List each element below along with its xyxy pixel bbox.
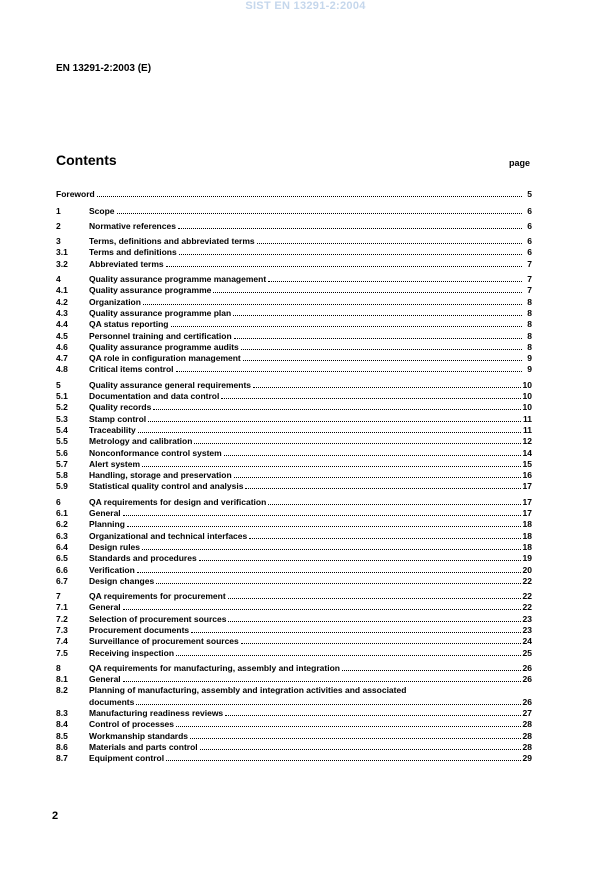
toc-entry-title-wrap <box>89 542 523 553</box>
toc-entry-title: Verification <box>89 564 135 575</box>
dot-leader <box>136 704 520 705</box>
toc-entry-page: 8 <box>527 330 532 341</box>
toc-entry[interactable] <box>56 496 532 507</box>
toc-entry-title-wrap <box>89 331 524 342</box>
toc-entry-page: 27 <box>522 708 532 719</box>
toc-entry-title: Nonconformance control system <box>89 447 222 458</box>
toc-entry-page: 18 <box>522 519 532 530</box>
toc-entry-title: Workmanship standards <box>89 730 189 741</box>
dot-leader <box>249 538 520 539</box>
toc-entry-title: Quality assurance general requirements <box>89 379 252 390</box>
toc-entry-title: Terms and definitions <box>89 247 177 258</box>
dot-leader <box>171 326 523 327</box>
dot-leader <box>191 632 520 633</box>
toc-entry-page: 8 <box>527 341 532 352</box>
toc-entry-title-wrap <box>89 636 523 647</box>
toc-entry-title: Foreword <box>56 189 95 200</box>
toc-entry-number: 8 <box>56 662 61 673</box>
toc-entry[interactable] <box>56 530 532 541</box>
toc-entry-title-wrap <box>89 565 523 576</box>
toc-entry-title: Equipment control <box>89 753 165 764</box>
toc-entry-title-wrap <box>89 364 524 375</box>
toc-entry-page: 22 <box>522 591 532 602</box>
dot-leader <box>142 466 521 467</box>
toc-entry-title: Documentation and data control <box>89 391 220 402</box>
toc-entry-page: 8 <box>527 319 532 330</box>
toc-entry[interactable] <box>56 413 532 424</box>
toc-entry-title: Surveillance of procurement sources <box>89 636 239 647</box>
toc-entry-title-wrap <box>89 481 523 492</box>
toc-entry[interactable] <box>56 696 532 707</box>
toc-entry[interactable] <box>56 685 532 696</box>
toc-entry-title-wrap <box>89 297 524 308</box>
toc-entry-title: Planning <box>89 519 125 530</box>
toc-entry-title: Abbreviated terms <box>89 258 164 269</box>
toc-entry-page: 6 <box>527 205 532 216</box>
dot-leader <box>234 338 522 339</box>
dot-leader <box>243 360 522 361</box>
toc-entry-page: 6 <box>527 220 532 231</box>
toc-entry-title-wrap <box>89 353 524 364</box>
toc-entry[interactable] <box>56 425 532 436</box>
toc-entry-number: 8.1 <box>56 674 68 685</box>
toc-entry-number: 5.8 <box>56 470 68 481</box>
dot-leader <box>199 560 521 561</box>
toc-entry-number: 6.2 <box>56 519 68 530</box>
toc-entry[interactable] <box>56 564 532 575</box>
toc-entry-title: Stamp control <box>89 413 147 424</box>
toc-entry-number: 4.8 <box>56 364 68 375</box>
toc-entry-title: Organizational and technical interfaces <box>89 530 248 541</box>
toc-section <box>56 274 532 376</box>
toc-entry-number: 8.6 <box>56 741 68 752</box>
toc-entry[interactable] <box>56 602 532 613</box>
toc-entry-page: 8 <box>527 296 532 307</box>
toc-entry[interactable] <box>56 436 532 447</box>
table-of-contents <box>56 189 532 768</box>
toc-entry-title-wrap <box>89 319 524 330</box>
toc-entry-page: 18 <box>522 530 532 541</box>
dot-leader <box>137 572 521 573</box>
toc-entry[interactable] <box>56 274 532 285</box>
toc-entry-title-wrap <box>89 247 524 258</box>
toc-entry-page: 20 <box>522 564 532 575</box>
dot-leader <box>117 213 522 214</box>
page-number: 2 <box>52 810 59 822</box>
toc-entry-number: 5.3 <box>56 413 68 424</box>
toc-entry-page: 7 <box>527 258 532 269</box>
toc-entry[interactable] <box>56 576 532 587</box>
toc-entry-title: Design changes <box>89 575 155 586</box>
toc-entry-page: 28 <box>522 730 532 741</box>
toc-entry-page: 12 <box>522 436 532 447</box>
toc-entry-title: Procurement documents <box>89 624 190 635</box>
toc-entry-title: Normative references <box>89 220 176 231</box>
toc-entry-number: 8.7 <box>56 753 68 764</box>
toc-entry-number: 6 <box>56 496 61 507</box>
dot-leader <box>194 443 520 444</box>
toc-entry[interactable] <box>56 353 532 364</box>
toc-entry[interactable] <box>56 470 532 481</box>
toc-entry[interactable] <box>56 379 532 390</box>
toc-entry-page: 6 <box>527 236 532 247</box>
toc-entry-number: 7.1 <box>56 602 68 613</box>
toc-entry-title: Organization <box>89 296 141 307</box>
toc-entry-title: Alert system <box>89 458 141 469</box>
toc-entry-page: 10 <box>522 402 532 413</box>
dot-leader <box>257 243 522 244</box>
toc-entry[interactable] <box>56 236 532 247</box>
toc-entry-page: 18 <box>522 541 532 552</box>
toc-entry-title: Manufacturing readiness reviews <box>89 708 224 719</box>
toc-entry-title-wrap <box>89 648 523 659</box>
toc-entry-number: 6.6 <box>56 564 68 575</box>
toc-entry-title: Planning of manufacturing, assembly and integration activities and associated <box>89 685 407 696</box>
dot-leader <box>166 266 522 267</box>
toc-entry-title-wrap <box>89 602 523 613</box>
toc-entry[interactable] <box>56 542 532 553</box>
dot-leader <box>176 371 522 372</box>
toc-entry[interactable] <box>56 753 532 764</box>
toc-section <box>56 236 532 270</box>
toc-entry-page: 24 <box>522 636 532 647</box>
toc-entry[interactable] <box>56 625 532 636</box>
toc-entry-number: 3.2 <box>56 258 68 269</box>
toc-entry-page: 22 <box>522 602 532 613</box>
toc-entry-number: 4 <box>56 274 61 285</box>
toc-entry-title-wrap <box>89 553 523 564</box>
toc-entry-page: 26 <box>522 674 532 685</box>
toc-entry[interactable] <box>56 591 532 602</box>
toc-entry-page: 17 <box>522 496 532 507</box>
dot-leader <box>268 504 520 505</box>
toc-entry-title-wrap <box>89 508 523 519</box>
toc-entry[interactable] <box>56 330 532 341</box>
toc-entry-title: Quality assurance programme plan <box>89 307 232 318</box>
toc-entry-title-wrap <box>89 614 523 625</box>
toc-entry-title-wrap <box>89 274 524 285</box>
toc-entry-number: 3.1 <box>56 247 68 258</box>
toc-entry-page: 17 <box>522 508 532 519</box>
dot-leader <box>123 609 521 610</box>
toc-entry-page: 10 <box>522 379 532 390</box>
toc-entry-page: 11 <box>523 413 532 424</box>
toc-entry-page: 28 <box>522 741 532 752</box>
toc-entry-title-wrap <box>89 259 524 270</box>
toc-entry-number: 8.5 <box>56 730 68 741</box>
dot-leader <box>148 421 521 422</box>
toc-section <box>56 205 532 216</box>
toc-entry[interactable] <box>56 402 532 413</box>
toc-entry-title: Statistical quality control and analysis <box>89 481 244 492</box>
toc-entry-page: 26 <box>522 662 532 673</box>
toc-entry[interactable] <box>56 247 532 258</box>
toc-entry-page: 9 <box>527 353 532 364</box>
toc-section <box>56 663 532 765</box>
toc-entry-page: 11 <box>523 424 532 435</box>
toc-entry-number: 6.7 <box>56 575 68 586</box>
toc-entry[interactable] <box>56 508 532 519</box>
dot-leader <box>123 515 521 516</box>
toc-entry-title-wrap <box>89 448 523 459</box>
toc-entry-title-wrap <box>89 625 523 636</box>
toc-entry-page: 28 <box>522 719 532 730</box>
page-column-label: page <box>509 158 531 168</box>
toc-entry[interactable] <box>56 296 532 307</box>
toc-entry[interactable] <box>56 663 532 674</box>
toc-entry-page: 23 <box>522 613 532 624</box>
toc-entry-title-wrap <box>89 674 523 685</box>
toc-entry-title: Standards and procedures <box>89 553 197 564</box>
document-id: EN 13291-2:2003 (E) <box>56 63 152 74</box>
toc-entry[interactable] <box>56 708 532 719</box>
toc-entry-page: 10 <box>522 391 532 402</box>
toc-entry[interactable] <box>56 613 532 624</box>
toc-entry[interactable] <box>56 519 532 530</box>
dot-leader <box>123 681 521 682</box>
dot-leader <box>166 760 520 761</box>
dot-leader <box>179 254 522 255</box>
toc-entry-title: QA requirements for design and verification <box>89 496 267 507</box>
dot-leader <box>190 738 520 739</box>
toc-entry-title-wrap <box>89 221 524 232</box>
toc-entry-title: Traceability <box>89 424 136 435</box>
toc-entry-title-wrap <box>89 519 523 530</box>
toc-entry-title-wrap <box>89 414 523 425</box>
dot-leader <box>213 292 522 293</box>
toc-section <box>56 379 532 492</box>
toc-entry-page: 22 <box>522 575 532 586</box>
toc-entry-title-wrap <box>89 402 523 413</box>
toc-entry-title: Materials and parts control <box>89 741 198 752</box>
toc-entry-number: 5.6 <box>56 447 68 458</box>
toc-entry-title: Terms, definitions and abbreviated terms <box>89 236 255 247</box>
dot-leader <box>233 315 522 316</box>
toc-entry-number: 4.7 <box>56 353 68 364</box>
toc-entry-number: 6.4 <box>56 541 68 552</box>
dot-leader <box>228 598 521 599</box>
toc-entry-number: 5.5 <box>56 436 68 447</box>
toc-section <box>56 189 532 200</box>
toc-entry-title: General <box>89 602 121 613</box>
toc-entry-number: 3 <box>56 236 61 247</box>
toc-entry[interactable] <box>56 459 532 470</box>
toc-entry-number: 7.4 <box>56 636 68 647</box>
toc-entry-title-wrap <box>89 708 523 719</box>
toc-entry-number: 7.3 <box>56 624 68 635</box>
dot-leader <box>342 670 521 671</box>
toc-entry[interactable] <box>56 636 532 647</box>
toc-entry-title-wrap <box>89 308 524 319</box>
toc-entry-page: 17 <box>522 481 532 492</box>
toc-entry-title: General <box>89 674 121 685</box>
toc-entry-page: 23 <box>522 624 532 635</box>
toc-entry-title-wrap <box>89 497 523 508</box>
toc-entry[interactable] <box>56 319 532 330</box>
toc-entry-number: 4.3 <box>56 307 68 318</box>
toc-entry-title: General <box>89 508 121 519</box>
dot-leader <box>225 715 520 716</box>
toc-entry-number: 7.5 <box>56 647 68 658</box>
toc-entry-title: Design rules <box>89 541 141 552</box>
toc-entry[interactable] <box>56 364 532 375</box>
dot-leader <box>228 621 520 622</box>
dot-leader <box>156 583 520 584</box>
toc-entry-page: 26 <box>522 696 532 707</box>
toc-entry-title: QA status reporting <box>89 319 169 330</box>
toc-entry-title: Receiving inspection <box>89 647 175 658</box>
toc-entry-number: 6.5 <box>56 553 68 564</box>
toc-entry[interactable] <box>56 391 532 402</box>
toc-entry[interactable] <box>56 342 532 353</box>
toc-entry[interactable] <box>56 719 532 730</box>
toc-entry-title-wrap <box>89 753 523 764</box>
toc-entry-title-wrap <box>89 236 524 247</box>
dot-leader <box>253 387 520 388</box>
toc-entry-title: Control of processes <box>89 719 175 730</box>
toc-entry-number: 4.1 <box>56 285 68 296</box>
toc-entry-title: Scope <box>89 205 115 216</box>
toc-section <box>56 221 532 232</box>
toc-entry-page: 7 <box>527 274 532 285</box>
toc-entry-page: 7 <box>527 285 532 296</box>
watermark: SIST EN 13291-2:2004 <box>245 0 366 12</box>
dot-leader <box>153 409 520 410</box>
toc-entry-number: 6.1 <box>56 508 68 519</box>
toc-entry-number: 1 <box>56 205 61 216</box>
toc-entry-number: 2 <box>56 220 61 231</box>
toc-entry-page: 6 <box>527 247 532 258</box>
toc-entry-number: 5.4 <box>56 424 68 435</box>
toc-entry-title-wrap <box>89 685 524 696</box>
toc-entry-page: 19 <box>522 553 532 564</box>
toc-entry-number: 5.9 <box>56 481 68 492</box>
toc-entry[interactable] <box>56 553 532 564</box>
toc-entry-title: Handling, storage and preservation <box>89 470 232 481</box>
toc-entry-number: 5 <box>56 379 61 390</box>
toc-entry-number: 4.2 <box>56 296 68 307</box>
toc-entry-title-wrap <box>89 436 523 447</box>
toc-entry[interactable] <box>56 221 532 232</box>
toc-entry-title-wrap <box>89 391 523 402</box>
dot-leader <box>200 749 521 750</box>
dot-leader <box>234 477 521 478</box>
dot-leader <box>241 349 522 350</box>
toc-entry-page: 5 <box>527 189 532 200</box>
toc-entry-page: 15 <box>522 458 532 469</box>
toc-entry-page: 8 <box>527 307 532 318</box>
toc-section <box>56 591 532 659</box>
toc-entry[interactable] <box>56 447 532 458</box>
toc-entry-page: 16 <box>522 470 532 481</box>
toc-entry-title-wrap <box>89 470 523 481</box>
toc-entry-title: Quality assurance programme audits <box>89 341 239 352</box>
toc-entry-title-wrap <box>89 531 523 542</box>
toc-entry-page: 29 <box>522 753 532 764</box>
toc-entry-title-wrap <box>89 576 523 587</box>
toc-entry-number: 7 <box>56 591 61 602</box>
toc-entry-title: Metrology and calibration <box>89 436 193 447</box>
toc-entry[interactable] <box>56 481 532 492</box>
toc-entry-number: 4.5 <box>56 330 68 341</box>
dot-leader <box>176 726 521 727</box>
dot-leader <box>143 304 522 305</box>
toc-entry-title: Personnel training and certification <box>89 330 232 341</box>
toc-entry-number: 4.6 <box>56 341 68 352</box>
toc-entry-number: 6.3 <box>56 530 68 541</box>
toc-entry[interactable] <box>56 674 532 685</box>
toc-entry-title-wrap <box>89 719 523 730</box>
dot-leader <box>268 281 522 282</box>
dot-leader <box>127 526 521 527</box>
toc-entry-title-wrap <box>89 380 523 391</box>
dot-leader <box>142 549 521 550</box>
toc-entry-title: Quality assurance programme management <box>89 274 267 285</box>
toc-entry-number: 8.3 <box>56 708 68 719</box>
toc-entry-title: QA requirements for procurement <box>89 591 226 602</box>
dot-leader <box>138 432 521 433</box>
dot-leader <box>97 196 522 197</box>
toc-entry-title-wrap <box>89 285 524 296</box>
toc-entry-number: 8.4 <box>56 719 68 730</box>
toc-entry-title: QA role in configuration management <box>89 353 241 364</box>
toc-section <box>56 496 532 586</box>
toc-entry-title-wrap <box>89 591 523 602</box>
toc-entry[interactable] <box>56 308 532 319</box>
toc-entry-title-wrap <box>89 425 523 436</box>
toc-entry-number: 5.7 <box>56 458 68 469</box>
page-title: Contents <box>56 152 117 168</box>
toc-entry-title: Critical items control <box>89 364 174 375</box>
toc-entry-number: 5.1 <box>56 391 68 402</box>
dot-leader <box>241 643 521 644</box>
toc-entry-title-wrap <box>89 697 523 708</box>
toc-entry-title: QA requirements for manufacturing, assembly and integration <box>89 662 340 673</box>
toc-entry-number: 5.2 <box>56 402 68 413</box>
toc-entry[interactable] <box>56 205 532 216</box>
toc-entry[interactable] <box>56 189 532 200</box>
toc-entry[interactable] <box>56 730 532 741</box>
toc-entry-title: documents <box>89 696 135 707</box>
dot-leader <box>176 655 521 656</box>
toc-entry-number: 4.4 <box>56 319 68 330</box>
toc-entry-title: Selection of procurement sources <box>89 613 227 624</box>
toc-entry[interactable] <box>56 647 532 658</box>
toc-entry[interactable] <box>56 285 532 296</box>
toc-entry-title-wrap <box>56 189 524 200</box>
dot-leader <box>245 488 520 489</box>
toc-entry-number: 8.2 <box>56 685 68 696</box>
toc-entry-title: Quality assurance programme <box>89 285 212 296</box>
toc-entry[interactable] <box>56 742 532 753</box>
toc-entry-title: Quality records <box>89 402 152 413</box>
toc-entry-number: 7.2 <box>56 613 68 624</box>
toc-entry-page: 14 <box>522 447 532 458</box>
dot-leader <box>221 398 520 399</box>
toc-entry-page: 25 <box>522 647 532 658</box>
toc-entry-title-wrap <box>89 206 524 217</box>
toc-entry-title-wrap <box>89 459 523 470</box>
toc-entry-title-wrap <box>89 663 523 674</box>
toc-entry-title-wrap <box>89 342 524 353</box>
toc-entry-page: 9 <box>527 364 532 375</box>
dot-leader <box>224 455 521 456</box>
dot-leader <box>178 228 522 229</box>
toc-entry[interactable] <box>56 258 532 269</box>
toc-entry-title-wrap <box>89 742 523 753</box>
toc-entry-title-wrap <box>89 731 523 742</box>
